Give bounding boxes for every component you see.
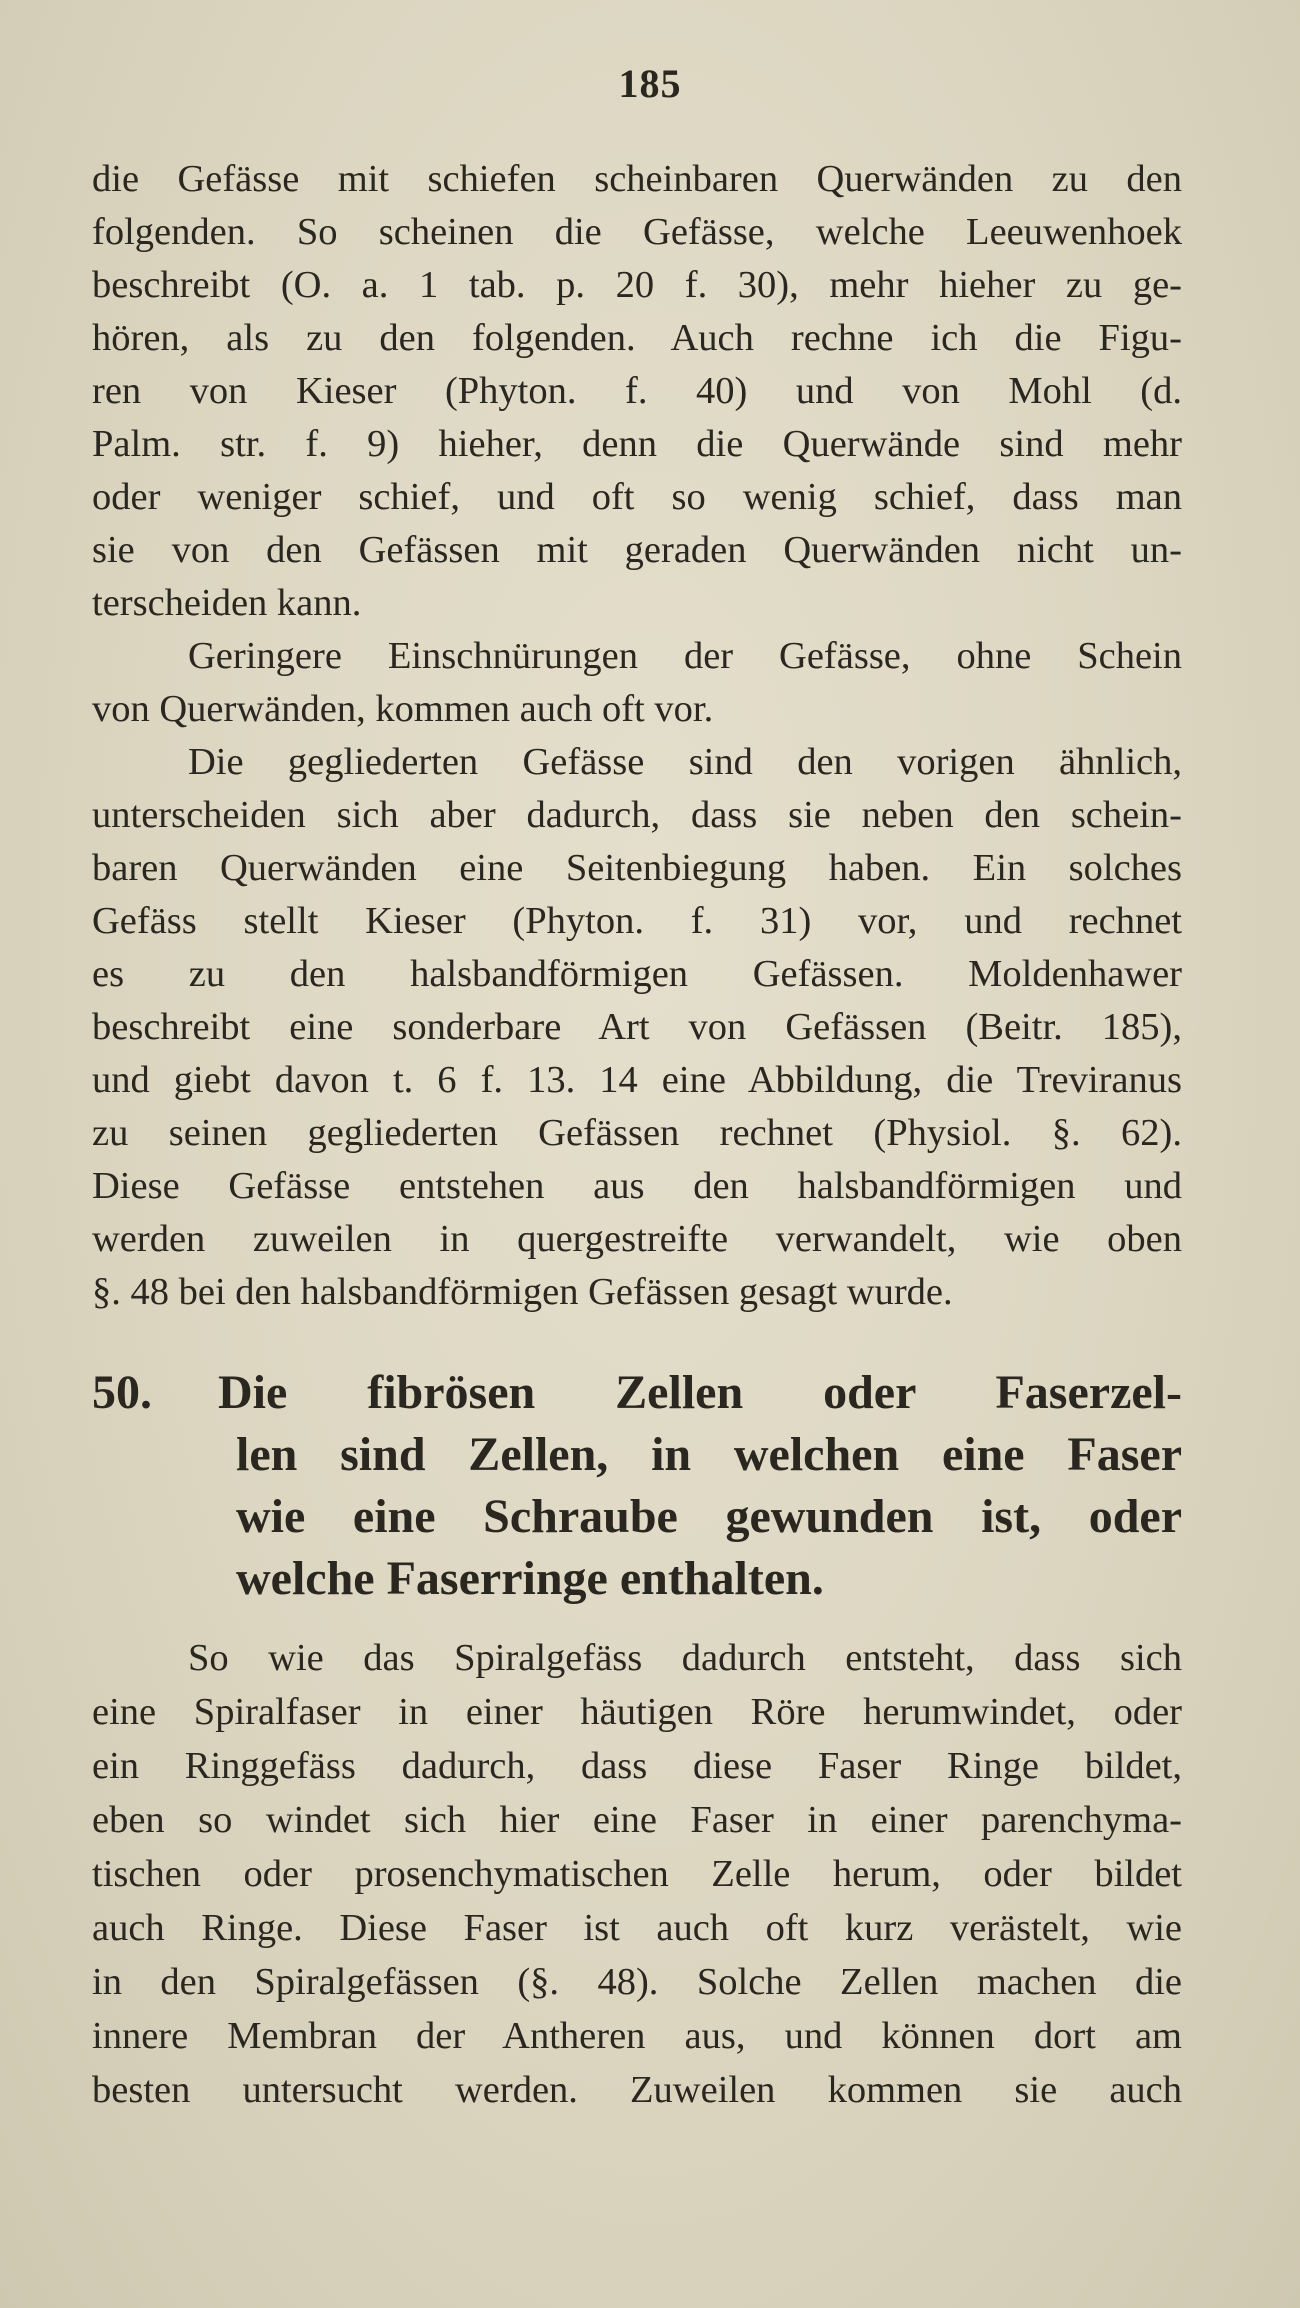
- text-line: sie von den Gefässen mit geraden Querwänden nicht un-: [92, 529, 1182, 571]
- text-line: beschreibt (O. a. 1 tab. p. 20 f. 30), mehr hieher zu ge-: [92, 264, 1182, 306]
- text-line: und giebt davon t. 6 f. 13. 14 eine Abbildung, die Treviranus: [92, 1059, 1182, 1101]
- page-number: 185: [618, 61, 682, 106]
- text-line: terscheiden kann.: [92, 582, 362, 624]
- text-line: oder weniger schief, und oft so wenig schief, dass man: [92, 476, 1182, 518]
- text-line: tischen oder prosenchymatischen Zelle herum, oder bildet: [92, 1853, 1182, 1895]
- text-line: hören, als zu den folgenden. Auch rechne ich die Figu-: [92, 317, 1182, 359]
- text-line: auch Ringe. Diese Faser ist auch oft kurz verästelt, wie: [92, 1907, 1182, 1949]
- section-heading-line: welche Faserringe enthalten.: [236, 1552, 824, 1605]
- text-line: von Querwänden, kommen auch oft vor.: [92, 688, 714, 730]
- text-line: in den Spiralgefässen (§. 48). Solche Zellen machen die: [92, 1961, 1182, 2003]
- text-line: Gefäss stellt Kieser (Phyton. f. 31) vor, und rechnet: [92, 900, 1182, 942]
- section-number: 50.: [92, 1366, 152, 1419]
- text-line: innere Membran der Antheren aus, und können dort am: [92, 2015, 1182, 2057]
- text-line: werden zuweilen in quergestreifte verwandelt, wie oben: [92, 1218, 1182, 1260]
- section-heading-line: Die fibrösen Zellen oder Faserzel-: [218, 1366, 1182, 1419]
- text-line: ren von Kieser (Phyton. f. 40) und von Mohl (d.: [92, 370, 1182, 412]
- text-line: So wie das Spiralgefäss dadurch entsteht, dass sich: [188, 1637, 1182, 1679]
- text-line: die Gefässe mit schiefen scheinbaren Querwänden zu den: [92, 158, 1182, 200]
- text-line: folgenden. So scheinen die Gefässe, welche Leeuwenhoek: [92, 211, 1182, 253]
- text-line: Die gegliederten Gefässe sind den vorigen ähnlich,: [188, 741, 1182, 783]
- section-heading-line: len sind Zellen, in welchen eine Faser: [236, 1428, 1182, 1481]
- text-line: zu seinen gegliederten Gefässen rechnet (Physiol. §. 62).: [92, 1112, 1182, 1154]
- text-line: ein Ringgefäss dadurch, dass diese Faser Ringe bildet,: [92, 1745, 1182, 1787]
- text-line: eine Spiralfaser in einer häutigen Röre herumwindet, oder: [92, 1691, 1182, 1733]
- text-line: es zu den halsbandförmigen Gefässen. Moldenhawer: [92, 953, 1182, 995]
- text-line: Palm. str. f. 9) hieher, denn die Querwände sind mehr: [92, 423, 1182, 465]
- text-line: Diese Gefässe entstehen aus den halsbandförmigen und: [92, 1165, 1182, 1207]
- text-line: unterscheiden sich aber dadurch, dass sie neben den schein-: [92, 794, 1182, 836]
- text-line: baren Querwänden eine Seitenbiegung haben. Ein solches: [92, 847, 1182, 889]
- text-line: Geringere Einschnürungen der Gefässe, ohne Schein: [188, 635, 1182, 677]
- text-line: beschreibt eine sonderbare Art von Gefässen (Beitr. 185),: [92, 1006, 1182, 1048]
- text-line: eben so windet sich hier eine Faser in einer parenchyma-: [92, 1799, 1182, 1841]
- text-line: besten untersucht werden. Zuweilen kommen sie auch: [92, 2069, 1182, 2111]
- section-heading-line: wie eine Schraube gewunden ist, oder: [236, 1490, 1182, 1543]
- text-line: §. 48 bei den halsbandförmigen Gefässen gesagt wurde.: [92, 1271, 953, 1313]
